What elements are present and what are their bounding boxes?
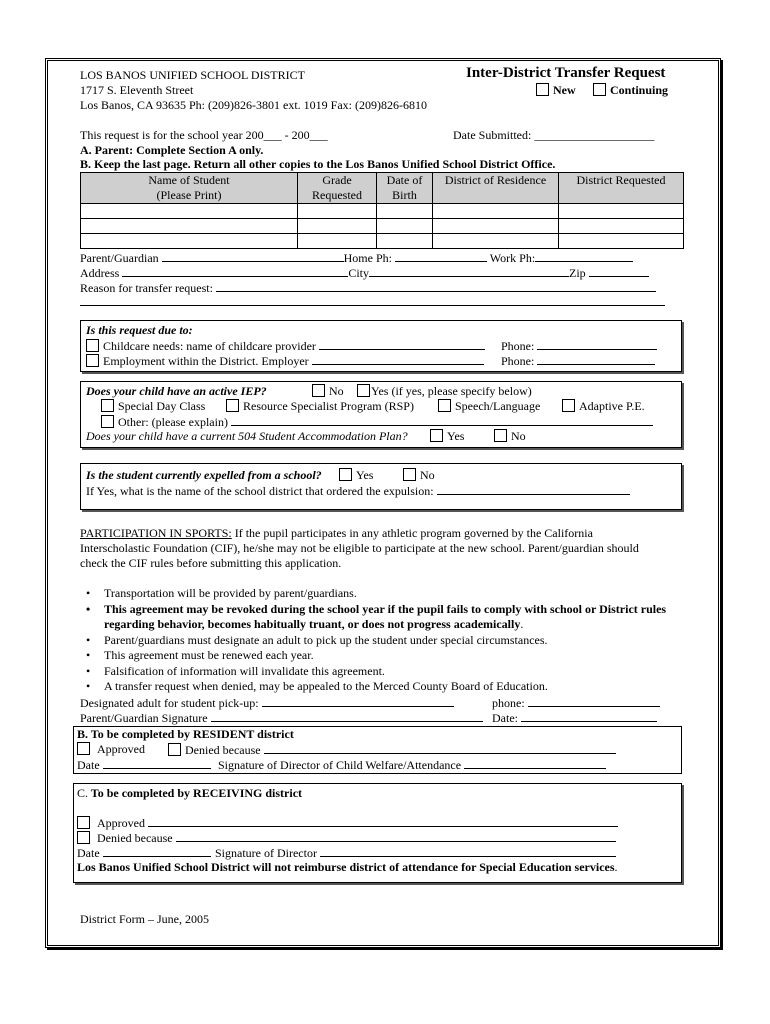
col-grade: Grade Requested bbox=[298, 173, 377, 204]
section-b-approved-checkbox[interactable] bbox=[77, 742, 90, 755]
section-c-denied[interactable]: Denied because bbox=[77, 830, 616, 846]
employment-phone[interactable]: Phone: bbox=[501, 353, 655, 369]
table-header bbox=[81, 173, 684, 204]
other-checkbox[interactable] bbox=[101, 415, 114, 428]
sports-paragraph-3: check the CIF rules before submitting this application. bbox=[80, 556, 342, 570]
section-c-date[interactable]: Date bbox=[77, 845, 211, 861]
reason-field[interactable]: Reason for transfer request: bbox=[80, 280, 656, 296]
rsp-checkbox[interactable] bbox=[226, 399, 239, 412]
special-ed-notice: Los Banos Unified School District will not reimburse district of attendance for Special Education services. bbox=[77, 860, 618, 874]
sports-paragraph-2: Interscholastic Foundation (CIF), he/she may not be eligible to participate at the new school. Parent/guardian should bbox=[80, 541, 639, 555]
section-b-denied[interactable]: Denied because bbox=[168, 742, 616, 758]
section-b-approved[interactable]: Approved bbox=[77, 742, 145, 757]
section-c-denied-checkbox[interactable] bbox=[77, 831, 90, 844]
other-option[interactable]: Other: (please explain) bbox=[101, 414, 653, 430]
table-row[interactable] bbox=[81, 219, 684, 234]
list-item: • Parent/guardians must designate an adult to pick up the student under special circumstances. bbox=[80, 633, 710, 649]
sdc-option[interactable]: Special Day Class bbox=[101, 399, 205, 414]
list-item: • Transportation will be provided by parent/guardians. bbox=[80, 586, 710, 602]
rsp-option[interactable]: Resource Specialist Program (RSP) bbox=[226, 399, 414, 414]
ape-checkbox[interactable] bbox=[562, 399, 575, 412]
section-b-date[interactable]: Date bbox=[77, 757, 211, 773]
district-street: 1717 S. Eleventh Street bbox=[80, 83, 194, 97]
plan-504-yes-option[interactable]: Yes bbox=[430, 429, 464, 444]
guardian-signature-field[interactable]: Parent/Guardian Signature bbox=[80, 710, 483, 726]
section-b-signature[interactable]: Signature of Director of Child Welfare/Attendance bbox=[218, 757, 606, 773]
form-title: Inter-District Transfer Request bbox=[466, 65, 666, 81]
iep-yes-option[interactable]: Yes (if yes, please specify below) bbox=[357, 384, 532, 399]
continuing-option[interactable]: Continuing bbox=[593, 83, 668, 98]
list-item: • Falsification of information will invalidate this agreement. bbox=[80, 664, 710, 680]
section-c-approved-checkbox[interactable] bbox=[77, 816, 90, 829]
plan-504-no-checkbox[interactable] bbox=[494, 429, 507, 442]
expelled-yes-option[interactable]: Yes bbox=[339, 468, 373, 483]
speech-option[interactable]: Speech/Language bbox=[438, 399, 540, 414]
plan-504-yes-checkbox[interactable] bbox=[430, 429, 443, 442]
address-field[interactable]: Address City Zip bbox=[80, 265, 649, 281]
student-table bbox=[80, 172, 684, 249]
section-c-heading: C. To be completed by RECEIVING district bbox=[77, 786, 303, 800]
childcare-option[interactable]: Childcare needs: name of childcare provider bbox=[86, 338, 485, 354]
instruction-b: B. Keep the last page. Return all other copies to the Los Banos Unified School District Office. bbox=[80, 157, 556, 171]
iep-yes-checkbox[interactable] bbox=[357, 384, 370, 397]
speech-checkbox[interactable] bbox=[438, 399, 451, 412]
conditions-list bbox=[80, 586, 710, 695]
col-name: Name of Student (Please Print) bbox=[81, 173, 298, 204]
instruction-a: A. Parent: Complete Section A only. bbox=[80, 143, 264, 157]
section-b-denied-checkbox[interactable] bbox=[168, 743, 181, 756]
iep-no-option[interactable]: No bbox=[312, 384, 344, 399]
reason-line-2[interactable] bbox=[80, 295, 665, 306]
iep-no-checkbox[interactable] bbox=[312, 384, 325, 397]
expulsion-district-field[interactable]: If Yes, what is the name of the school district that ordered the expulsion: bbox=[86, 483, 630, 499]
iep-question: Does your child have an active IEP? bbox=[86, 384, 267, 398]
table-row[interactable] bbox=[81, 234, 684, 249]
new-checkbox[interactable] bbox=[536, 83, 549, 96]
pickup-adult-field[interactable]: Designated adult for student pick-up: bbox=[80, 695, 454, 711]
col-dob: Date of Birth bbox=[377, 173, 433, 204]
district-city-phone: Los Banos, CA 93635 Ph: (209)826-3801 ext. 1019 Fax: (209)826-6810 bbox=[80, 98, 427, 112]
employment-option[interactable]: Employment within the District. Employer bbox=[86, 353, 484, 369]
sports-paragraph-1: PARTICIPATION IN SPORTS: If the pupil participates in any athletic program governed by the California bbox=[80, 526, 593, 540]
expelled-yes-checkbox[interactable] bbox=[339, 468, 352, 481]
section-c-signature[interactable]: Signature of Director bbox=[215, 845, 616, 861]
section-c-approved[interactable]: Approved bbox=[77, 815, 618, 831]
childcare-checkbox[interactable] bbox=[86, 339, 99, 352]
list-item: • A transfer request when denied, may be appealed to the Merced County Board of Education. bbox=[80, 679, 710, 695]
employment-checkbox[interactable] bbox=[86, 354, 99, 367]
col-residence: District of Residence bbox=[433, 173, 559, 204]
list-item: • This agreement may be revoked during the school year if the pupil fails to comply with school or District rules regarding behavior, becomes habitually truant, or does not progress academically. bbox=[80, 602, 710, 633]
district-name: LOS BANOS UNIFIED SCHOOL DISTRICT bbox=[80, 68, 305, 82]
section-b-heading: B. To be completed by RESIDENT district bbox=[77, 727, 294, 741]
expelled-no-option[interactable]: No bbox=[403, 468, 435, 483]
list-item: • This agreement must be renewed each year. bbox=[80, 648, 710, 664]
plan-504-question: Does your child have a current 504 Student Accommodation Plan? bbox=[86, 429, 408, 443]
plan-504-no-option[interactable]: No bbox=[494, 429, 526, 444]
pickup-phone-field[interactable]: phone: bbox=[492, 695, 660, 711]
ape-option[interactable]: Adaptive P.E. bbox=[562, 399, 645, 414]
table-row[interactable] bbox=[81, 204, 684, 219]
expelled-no-checkbox[interactable] bbox=[403, 468, 416, 481]
childcare-phone[interactable]: Phone: bbox=[501, 338, 657, 354]
sdc-checkbox[interactable] bbox=[101, 399, 114, 412]
continuing-checkbox[interactable] bbox=[593, 83, 606, 96]
date-submitted-field[interactable]: Date Submitted: ____________________ bbox=[453, 128, 655, 142]
expelled-question: Is the student currently expelled from a school? bbox=[86, 468, 322, 482]
parent-guardian-field[interactable]: Parent/Guardian Home Ph: Work Ph: bbox=[80, 250, 633, 266]
form-footer: District Form – June, 2005 bbox=[80, 912, 209, 926]
due-heading: Is this request due to: bbox=[86, 323, 193, 337]
sports-label: PARTICIPATION IN SPORTS: bbox=[80, 526, 232, 540]
guardian-date-field[interactable]: Date: bbox=[492, 710, 657, 726]
school-year-field[interactable]: This request is for the school year 200___ - 200___ bbox=[80, 128, 328, 142]
new-option[interactable]: New bbox=[536, 83, 576, 98]
col-requested: District Requested bbox=[559, 173, 684, 204]
